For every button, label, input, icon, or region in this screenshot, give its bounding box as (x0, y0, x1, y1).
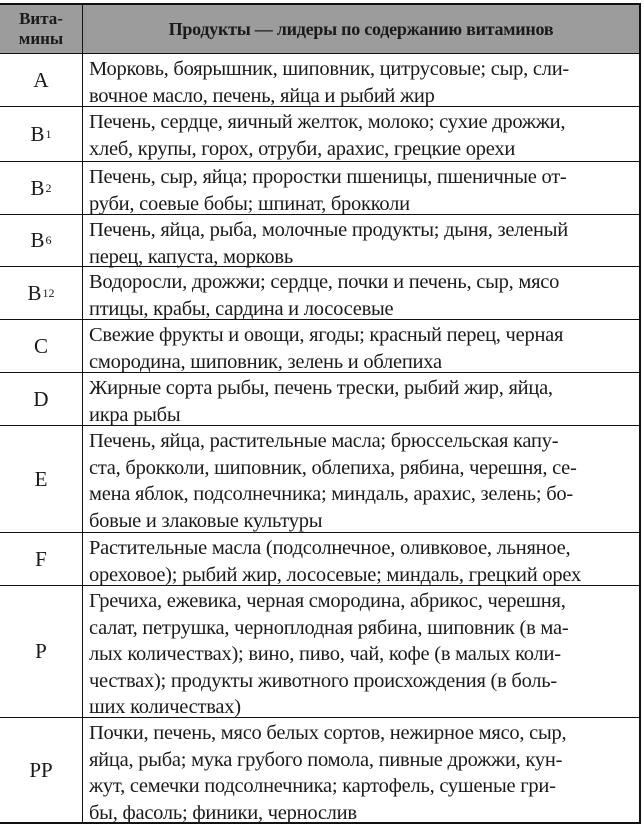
products-text-line: лых количествах); вино, пиво, чай, кофе (в малых коли- (89, 641, 635, 668)
products-text-line: ореховое); рыбий жир, лососевые; миндаль, грецкий орех (89, 562, 635, 589)
vitamin-cell (0, 162, 83, 214)
table-row (0, 54, 639, 107)
vitamin-subscript: 2 (46, 181, 52, 196)
products-text-line: птицы, крабы, сардина и лососевые (89, 296, 635, 323)
products-text-line: смородина, шиповник, зелень и облепиха (89, 349, 635, 376)
vitamin-subscript: 6 (46, 233, 52, 248)
table-body (0, 54, 639, 822)
table-row (0, 586, 639, 718)
products-text-line: хлеб, крупы, горох, отруби, арахис, грецкие орехи (89, 136, 635, 163)
table-row (0, 267, 639, 320)
products-text-line: жут, семечки подсолнечника; картофель, сушеные гри- (89, 773, 635, 800)
vitamin-cell (0, 426, 83, 532)
vitamin-subscript: 12 (43, 286, 55, 301)
products-cell (83, 533, 639, 585)
vitamin-cell (0, 320, 83, 372)
vitamin-cell (0, 373, 83, 425)
products-cell (83, 320, 639, 372)
vitamin-cell (0, 215, 83, 266)
products-text-line: Гречиха, ежевика, черная смородина, абрикос, черешня, (89, 588, 635, 615)
products-text-line: Водоросли, дрожжи; сердце, почки и печень, сыр, мясо (89, 269, 635, 296)
vitamin-subscript: 1 (46, 127, 52, 142)
vitamin-cell (0, 54, 83, 106)
products-cell (83, 718, 639, 822)
vitamin-cell (0, 267, 83, 319)
vitamin-cell (0, 107, 83, 161)
vitamin-cell (0, 586, 83, 717)
products-text-line: Почки, печень, мясо белых сортов, нежирное мясо, сыр, (89, 720, 635, 747)
table-row (0, 162, 639, 215)
vitamin-label: E (35, 467, 48, 492)
products-cell (83, 267, 639, 319)
products-text-line: ста, брокколи, шиповник, облепиха, рябина, черешня, се- (89, 455, 635, 482)
vitamin-label: F (35, 547, 47, 572)
vitamin-label: B (30, 228, 44, 253)
products-text-line: перец, капуста, морковь (89, 244, 635, 271)
header-products: Продукты — лидеры по содержанию витаминов (83, 5, 639, 53)
table-row (0, 718, 639, 822)
products-text-line: яйца, рыба; мука грубого помола, пивные дрожжи, кун- (89, 747, 635, 774)
vitamin-label: B (27, 281, 41, 306)
products-text-line: вочное масло, печень, яйца и рыбий жир (89, 83, 635, 110)
products-text-line: Растительные масла (подсолнечное, оливковое, льняное, (89, 535, 635, 562)
vitamin-label: B (30, 176, 44, 201)
products-text-line: салат, петрушка, черноплодная рябина, шиповник (в ма- (89, 615, 635, 642)
table-row (0, 426, 639, 533)
vitamin-cell (0, 718, 83, 822)
vitamin-label: PP (29, 758, 52, 783)
table-row (0, 373, 639, 426)
products-text-line: Печень, сыр, яйца; проростки пшеницы, пшеничные от- (89, 164, 635, 191)
table-row (0, 320, 639, 373)
products-cell (83, 54, 639, 106)
vitamin-label: A (33, 68, 48, 93)
vitamin-label: D (33, 387, 48, 412)
header-vitamins-line2: мины (19, 29, 63, 49)
products-text-line: ших количествах) (89, 694, 635, 721)
vitamin-label: B (30, 122, 44, 147)
products-text-line: бовые и злаковые культуры (89, 508, 635, 535)
products-text-line: Печень, яйца, рыба, молочные продукты; дыня, зеленый (89, 217, 635, 244)
products-cell (83, 162, 639, 214)
products-text-line: Морковь, боярышник, шиповник, цитрусовые; сыр, сли- (89, 56, 635, 83)
products-cell (83, 215, 639, 266)
table-header (0, 5, 639, 54)
vitamin-products-table (0, 3, 641, 824)
header-vitamins (0, 5, 83, 53)
products-cell (83, 586, 639, 717)
products-text-line: руби, соевые бобы; шпинат, брокколи (89, 191, 635, 218)
products-text-line: Жирные сорта рыбы, печень трески, рыбий жир, яйца, (89, 375, 635, 402)
products-text-line: Свежие фрукты и овощи, ягоды; красный перец, черная (89, 322, 635, 349)
products-text-line: икра рыбы (89, 402, 635, 429)
products-text-line: Печень, сердце, яичный желток, молоко; сухие дрожжи, (89, 109, 635, 136)
table-row (0, 107, 639, 162)
products-text-line: мена яблок, подсолнечника; миндаль, арахис, зелень; бо- (89, 481, 635, 508)
table-row (0, 215, 639, 267)
products-cell (83, 426, 639, 532)
products-text-line: бы, фасоль; финики, чернослив (89, 800, 635, 826)
products-cell (83, 373, 639, 425)
vitamin-cell (0, 533, 83, 585)
vitamin-label: P (35, 639, 47, 664)
table-row (0, 533, 639, 586)
products-cell (83, 107, 639, 161)
products-text-line: чествах); продукты животного происхождения (в боль- (89, 668, 635, 695)
products-text-line: Печень, яйца, растительные масла; брюссельская капу- (89, 428, 635, 455)
header-vitamins-line1: Вита- (19, 9, 63, 29)
vitamin-label: C (34, 334, 48, 359)
